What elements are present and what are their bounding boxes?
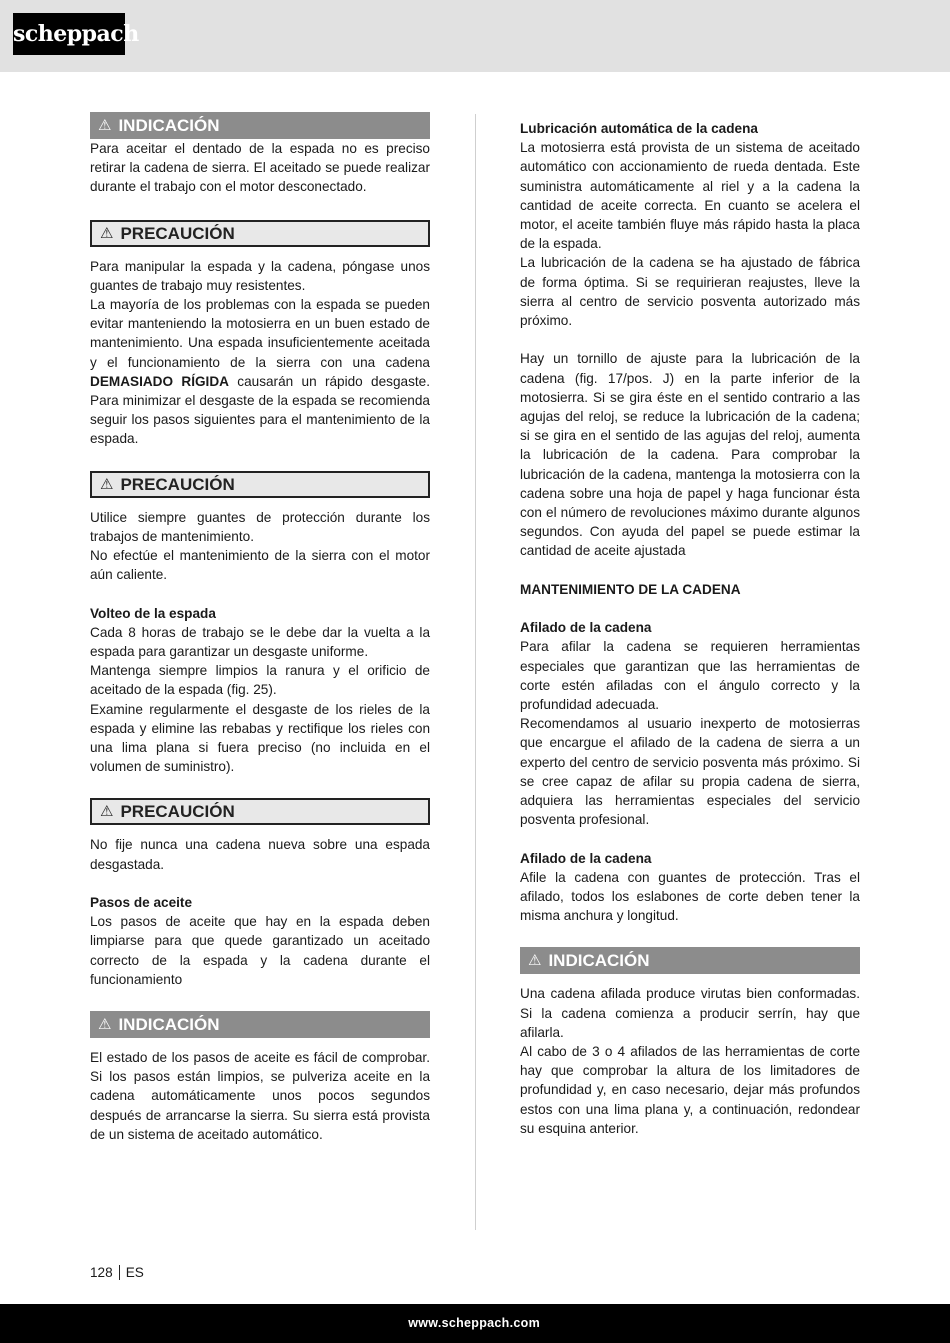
paragraph: Para aceitar el dentado de la espada no es preciso retirar la cadena de sierra. El aceitado se puede realizar durante el trabajo con el motor desconectado. xyxy=(90,141,430,195)
section-heading: Lubricación automática de la cadena xyxy=(520,121,758,136)
paragraph: Para afilar la cadena se requieren herramientas especiales que garantizan que las herramientas de corte estén afiladas con el ángulo correcto y la profundidad adecuada. xyxy=(520,639,860,713)
paragraph: Los pasos de aceite que hay en la espada deben limpiarse para que quede garantizado un aceitado correcto de la espada y la cadena durante el funcionamiento xyxy=(90,914,430,987)
section-heading: Pasos de aceite xyxy=(90,895,193,911)
page-header xyxy=(0,0,950,72)
paragraph: Recomendamos al usuario inexperto de motosierras que encargue el afilado de la cadena de sierra a un experto del centro de servicio posventa más próximo. Si se cree capaz de afilar su propia cadena de sierra, adquiera las herramientas especiales del servicio posventa profesional. xyxy=(520,716,860,828)
warning-triangle-icon: ⚠ xyxy=(98,1014,112,1033)
box-title: PRECAUCIÓN xyxy=(120,474,235,494)
indicacion-box xyxy=(520,947,860,974)
website-link[interactable]: www.scheppach.com xyxy=(408,1316,540,1330)
paragraph: Al cabo de 3 o 4 afilados de las herramientas de corte hay que comprobar la altura de los limitadores de profundidad y, en caso necesario, dejar más profundos estos con una lima plana y, a continuación, redondear su esquina anterior. xyxy=(520,1044,860,1136)
precaucion-box xyxy=(90,471,430,498)
paragraph: La mayoría de los problemas con la espada se pueden evitar manteniendo la motosierra en un buen estado de mantenimiento. Una espada insuficientemente aceitada y el funcionamiento de la sierra con una cadena DEMASIADO RÍGIDA causarán un rápido desgaste. Para minimizar el desgaste de la espada se recomienda seguir los pasos siguientes para el mantenimiento de la espada. xyxy=(90,297,430,447)
language-code: ES xyxy=(125,1265,144,1280)
paragraph: Examine regularmente el desgaste de los rieles de la espada y elimine las rebabas y rectifique los rieles con una lima plana si fuera preciso (no incluida en el volumen de suministro). xyxy=(90,701,430,775)
paragraph: No fije nunca una cadena nueva sobre una espada desgastada. xyxy=(90,837,430,872)
warning-triangle-icon: ⚠ xyxy=(100,802,114,821)
paragraph: Hay un tornillo de ajuste para la lubricación de la cadena (fig. 17/pos. J) en la parte inferior de la motosierra. Si se gira éste en el sentido contrario a las agujas del reloj, se reduce la lubricación de la cadena; si se gira en el sentido de las agujas del reloj, aumenta la lubricación de la cadena. Para comprobar la lubricación de la cadena, mantenga la motosierra con la cadena sobre una hoja de papel y haga funcionar ésta con el número de revoluciones máximo durante algunos segundos. Con ayuda del papel se puede estimar la cantidad de aceite ajustada xyxy=(520,351,860,559)
indicacion-box xyxy=(90,1011,430,1038)
precaucion-box xyxy=(90,798,430,825)
indicacion-box xyxy=(90,112,430,139)
warning-triangle-icon: ⚠ xyxy=(100,474,114,493)
page-number-value: 128 xyxy=(90,1265,113,1280)
box-title: PRECAUCIÓN xyxy=(120,802,235,822)
section-heading: MANTENIMIENTO DE LA CADENA xyxy=(520,581,741,597)
page-footer xyxy=(0,1304,950,1343)
paragraph: Para manipular la espada y la cadena, póngase unos guantes de trabajo muy resistentes. xyxy=(90,258,430,293)
section-heading: Volteo de la espada xyxy=(90,605,216,621)
paragraph: No efectúe el mantenimiento de la sierra con el motor aún caliente. xyxy=(90,548,430,583)
paragraph: Cada 8 horas de trabajo se le debe dar la vuelta a la espada para garantizar un desgaste uniforme. xyxy=(90,624,430,660)
left-column xyxy=(90,112,430,1144)
paragraph: Una cadena afilada produce virutas bien conformadas. Si la cadena comienza a producir serrín, hay que afilarla. xyxy=(520,986,860,1040)
box-title: PRECAUCIÓN xyxy=(120,223,235,243)
section-heading: Afilado de la cadena xyxy=(520,850,652,866)
warning-triangle-icon: ⚠ xyxy=(528,951,542,970)
box-title: INDICACIÓN xyxy=(118,1014,220,1034)
brand-logo: scheppach xyxy=(13,13,125,55)
right-column xyxy=(520,119,860,1138)
warning-triangle-icon: ⚠ xyxy=(98,115,112,134)
paragraph: Utilice siempre guantes de protección durante los trabajos de mantenimiento. xyxy=(90,509,430,544)
paragraph: Afile la cadena con guantes de protección. Tras el afilado, todos los eslabones de corte deben tener la misma anchura y longitud. xyxy=(520,869,860,924)
paragraph: El estado de los pasos de aceite es fácil de comprobar. Si los pasos están limpios, se pulveriza aceite en la cadena automáticamente unos pocos segundos después de arrancarse la sierra. Su sierra está provista de un sistema de aceitado automático. xyxy=(90,1050,430,1142)
paragraph: Mantenga siempre limpios la ranura y el orificio de aceitado de la espada (fig. 25). xyxy=(90,663,430,698)
paragraph: La lubricación de la cadena se ha ajustado de fábrica de forma óptima. Si se requirieran reajustes, lleve la sierra al centro de servicio posventa autorizado más próximo. xyxy=(520,255,860,329)
section-heading: Afilado de la cadena xyxy=(520,620,652,636)
box-title: INDICACIÓN xyxy=(548,951,650,971)
box-title: INDICACIÓN xyxy=(118,115,220,135)
warning-triangle-icon: ⚠ xyxy=(100,223,114,242)
precaucion-box xyxy=(90,220,430,247)
emphasis: DEMASIADO RÍGIDA xyxy=(90,373,229,389)
paragraph: La motosierra está provista de un sistema de aceitado automático con accionamiento de rueda dentada. Este suministra automáticamente al riel y a la cadena la cantidad de aceite correcta. En cuanto se acelera el motor, el aceite también fluye más rápido hasta la placa de la espada. xyxy=(520,140,860,252)
page-number xyxy=(90,1265,144,1280)
separator xyxy=(119,1265,120,1280)
column-divider xyxy=(475,114,476,1230)
